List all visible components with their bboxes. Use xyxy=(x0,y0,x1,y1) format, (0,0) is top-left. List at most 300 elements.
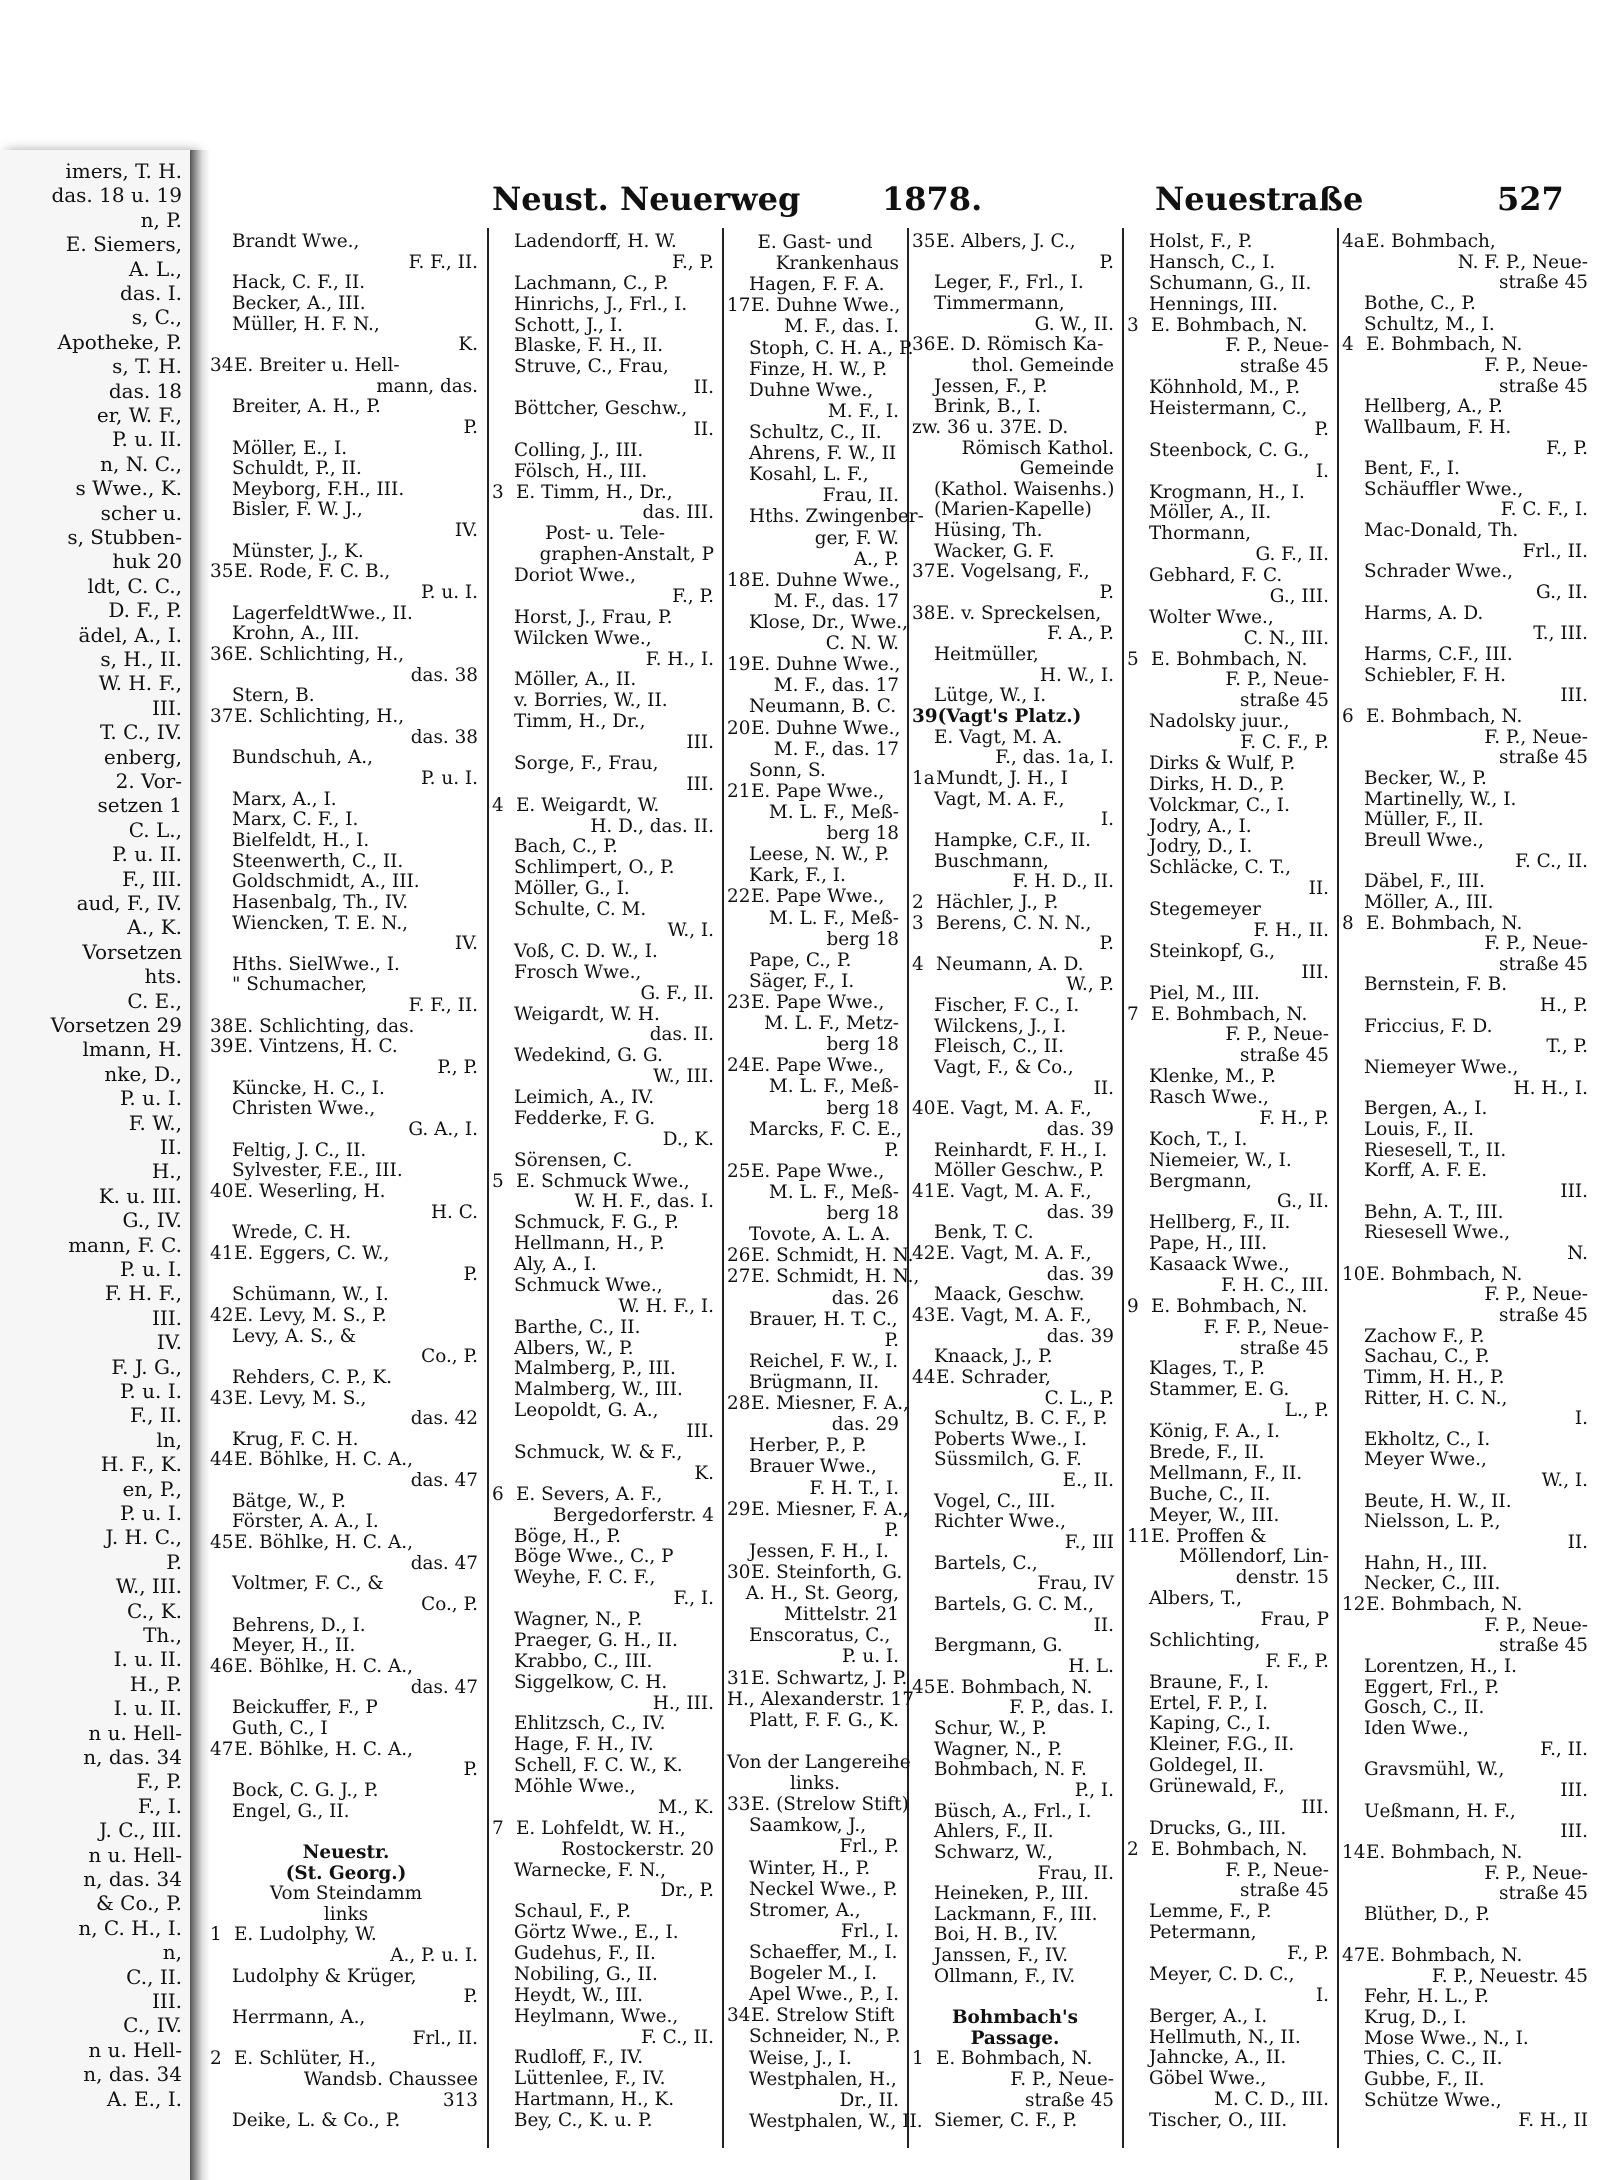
directory-entry-line xyxy=(492,441,718,462)
entry-text: Böge Wwe., C., P xyxy=(514,1546,674,1568)
directory-entry-line xyxy=(492,357,718,378)
entry-text: F., P. xyxy=(672,251,714,273)
directory-entry-line xyxy=(1127,1276,1333,1297)
header-left-street: Neust. Neuerweg xyxy=(492,180,801,218)
entry-text: Wilckens, J., I. xyxy=(934,1015,1067,1037)
directory-entry-line xyxy=(492,1547,718,1568)
house-number: zw. 36 u. 37 xyxy=(912,416,1024,438)
previous-page-line: C. E., xyxy=(127,988,182,1013)
house-number: 8 xyxy=(1342,912,1354,934)
directory-entry-line xyxy=(492,1234,718,1255)
entry-text: straße 45 xyxy=(1240,356,1329,378)
entry-text: Breiter, A. H., P. xyxy=(232,396,381,418)
entry-text: Neumann, A. D. xyxy=(936,953,1084,975)
directory-entry-line xyxy=(210,1347,482,1368)
entry-text: G. F., II. xyxy=(640,982,714,1004)
entry-text: E. Schlichting, das. xyxy=(234,1015,415,1037)
entry-text: II. xyxy=(1308,878,1329,900)
entry-text: Von der Langereihe xyxy=(727,1752,911,1773)
previous-page-edge xyxy=(0,150,193,2180)
directory-entry-line xyxy=(1127,1902,1333,1923)
directory-entry-line xyxy=(492,1318,718,1339)
entry-text: E. Weigardt, W. xyxy=(516,794,660,816)
entry-text: Friccius, F. D. xyxy=(1364,1015,1493,1037)
directory-entry-line xyxy=(492,1652,718,1673)
directory-entry-line xyxy=(210,1616,482,1637)
entry-text: Nielsson, L. P., xyxy=(1364,1511,1501,1533)
entry-text: Maack, Geschw. xyxy=(934,1284,1085,1306)
entry-text: Kasaack Wwe., xyxy=(1149,1254,1290,1276)
directory-entry-line xyxy=(727,823,903,844)
entry-text: Hagen, F. F. A. xyxy=(749,274,885,296)
directory-entry-line xyxy=(1342,707,1592,728)
directory-entry-line xyxy=(912,2008,1118,2029)
previous-page-line: das. 18 xyxy=(108,378,182,403)
entry-text: E. Gast- und xyxy=(757,232,873,253)
directory-entry-line xyxy=(210,356,482,377)
directory-entry-line xyxy=(912,2070,1118,2091)
entry-text: E. Bohmbach, N. xyxy=(1366,1263,1523,1285)
entry-text: Görtz Wwe., E., I. xyxy=(514,1922,679,1944)
directory-entry-line xyxy=(727,464,903,485)
directory-entry-line xyxy=(1127,1673,1333,1694)
previous-page-line: III. xyxy=(151,1989,182,2013)
directory-entry-line xyxy=(1342,2091,1592,2112)
directory-entry-line xyxy=(727,929,903,950)
directory-entry-line xyxy=(1127,900,1333,921)
directory-entry-line xyxy=(912,2091,1118,2112)
entry-text: Stern, B. xyxy=(232,685,315,707)
directory-entry-line xyxy=(727,2026,903,2047)
house-number: 25 xyxy=(727,1160,751,1182)
house-number: 7 xyxy=(1127,1003,1139,1025)
directory-entry-line xyxy=(1127,503,1333,524)
directory-entry-line xyxy=(210,1698,482,1719)
directory-entry-line xyxy=(912,480,1118,501)
entry-text: Krug, F. C. H. xyxy=(232,1428,359,1450)
entry-text: das. 29 xyxy=(831,1414,899,1436)
header-year: 1878. xyxy=(882,180,983,218)
directory-entry-line xyxy=(912,1512,1118,1533)
entry-text: Goldschmidt, A., III. xyxy=(232,871,420,893)
directory-entry-line xyxy=(210,893,482,914)
directory-entry-line xyxy=(727,253,903,274)
previous-page-line: n u. Hell- xyxy=(88,1720,182,1745)
entry-text: III. xyxy=(1301,1796,1329,1818)
directory-entry-line xyxy=(1127,2111,1333,2132)
entry-text: Stoph, C. H. A., P. xyxy=(749,337,914,359)
directory-entry-line xyxy=(727,1456,903,1477)
entry-text: Schütze Wwe., xyxy=(1364,2089,1502,2111)
previous-page-line: mann, F. C. xyxy=(68,1232,182,1257)
directory-entry-line xyxy=(727,1836,903,1857)
directory-entry-line xyxy=(727,1541,903,1562)
entry-text: II. xyxy=(1567,1532,1588,1554)
entry-text: Necker, C., III. xyxy=(1364,1573,1501,1595)
directory-entry-line xyxy=(492,1923,718,1944)
entry-text: F. P., Neue- xyxy=(1484,726,1588,748)
directory-entry-line xyxy=(210,1223,482,1244)
entry-text: F. H., II. xyxy=(1253,920,1329,941)
entry-text: Möller, G., I. xyxy=(514,878,630,900)
directory-entry-line xyxy=(1342,1492,1592,1513)
house-number: 44 xyxy=(210,1449,234,1471)
directory-entry-line xyxy=(912,1223,1118,1244)
house-number: 31 xyxy=(727,1667,751,1689)
entry-text: Frau, IV xyxy=(1037,1573,1114,1595)
directory-entry-line xyxy=(492,587,718,608)
entry-text: F. C., II. xyxy=(641,2026,714,2048)
directory-entry-line xyxy=(210,1471,482,1492)
previous-page-line: E. Siemers, xyxy=(65,232,182,257)
entry-text: Marx, C. F., I. xyxy=(232,809,359,831)
directory-entry-line xyxy=(210,1574,482,1595)
house-number: 47 xyxy=(1342,1945,1366,1967)
entry-text: links xyxy=(323,1903,369,1925)
entry-text: A., P. u. I. xyxy=(390,1945,478,1967)
house-number: 3 xyxy=(492,481,504,503)
directory-entry-line xyxy=(492,1380,718,1401)
entry-text: Ehlitzsch, C., IV. xyxy=(514,1713,666,1735)
directory-entry-line xyxy=(492,879,718,900)
previous-page-line: das. 18 u. 19 xyxy=(51,183,182,208)
entry-text: M. L. F., Metz- xyxy=(764,1013,899,1035)
directory-entry-line xyxy=(727,549,903,570)
entry-text: Voltmer, F. C., & xyxy=(232,1573,384,1595)
previous-page-line: I. u. II. xyxy=(113,1696,182,1721)
directory-entry-line xyxy=(1342,1781,1592,1802)
directory-entry-line xyxy=(210,1161,482,1182)
directory-entry-line xyxy=(210,418,482,439)
entry-text: Siemer, C. F., P. xyxy=(934,2110,1078,2132)
directory-entry-line xyxy=(492,1422,718,1443)
directory-entry-line xyxy=(492,1589,718,1610)
directory-entry-line xyxy=(492,2111,718,2132)
directory-entry-line xyxy=(912,2029,1118,2050)
house-number: 3 xyxy=(1127,314,1139,336)
directory-entry-line xyxy=(492,1902,718,1923)
entry-text: E. Timm, H., Dr., xyxy=(516,481,673,503)
entry-text: Buschmann, xyxy=(934,850,1049,872)
directory-entry-line xyxy=(1342,831,1592,852)
directory-entry-line xyxy=(912,583,1118,604)
directory-entry-line xyxy=(492,253,718,274)
directory-entry-line xyxy=(727,1055,903,1076)
entry-text: Fleisch, C., II. xyxy=(934,1036,1065,1058)
entry-text: Marcks, F. C. E., xyxy=(749,1118,902,1140)
entry-text: Warnecke, F. N., xyxy=(514,1859,666,1881)
directory-entry-line xyxy=(210,1678,482,1699)
entry-text: Möller Geschw., P. xyxy=(934,1160,1104,1182)
directory-entry-line xyxy=(1127,1172,1333,1193)
directory-entry-line xyxy=(1342,1347,1592,1368)
directory-entry-line xyxy=(1127,1798,1333,1819)
entry-text: Hennings, III. xyxy=(1149,293,1278,315)
entry-text: Herber, P., P. xyxy=(749,1435,867,1457)
entry-text: Marx, A., I. xyxy=(232,788,337,810)
directory-entry-line xyxy=(492,316,718,337)
entry-text: Vom Steindamm xyxy=(269,1883,423,1905)
directory-entry-line xyxy=(1127,483,1333,504)
directory-entry-line xyxy=(912,377,1118,398)
house-number: 27 xyxy=(727,1266,751,1288)
entry-text: Hansch, C., I. xyxy=(1149,251,1276,273)
entry-text: Wedekind, G. G. xyxy=(514,1045,663,1067)
column-rule xyxy=(722,228,724,2148)
directory-entry-line xyxy=(1127,963,1333,984)
previous-page-line: nke, D., xyxy=(104,1061,182,1086)
entry-text: Lackmann, F., III. xyxy=(934,1903,1098,1925)
directory-entry-line xyxy=(210,728,482,749)
previous-page-line: n, N. C., xyxy=(100,451,182,476)
directory-entry-line xyxy=(912,1492,1118,1513)
house-number: 21 xyxy=(727,780,751,802)
directory-entry-line xyxy=(210,232,482,253)
entry-text: Frl., P. xyxy=(839,1836,899,1858)
entry-text: F. H., I. xyxy=(645,648,714,670)
entry-text: mann, das. xyxy=(376,375,478,397)
entry-text: Bergedorferstr. 4 xyxy=(553,1504,714,1526)
entry-text: G. W., II. xyxy=(1034,313,1114,335)
directory-entry-line xyxy=(1127,2069,1333,2090)
entry-text: Dirks & Wulf, P. xyxy=(1149,752,1296,774)
entry-text: E. Levy, M. S., xyxy=(234,1387,367,1409)
directory-entry-line xyxy=(912,2049,1118,2070)
entry-text: A. H., St. Georg, xyxy=(745,1583,899,1605)
entry-text: Schuldt, P., II. xyxy=(232,458,362,480)
previous-page-line: en, P., xyxy=(122,1476,182,1501)
entry-text: P. xyxy=(884,1519,899,1541)
entry-text: Schlichting, xyxy=(1149,1629,1261,1651)
directory-entry-line xyxy=(727,1794,909,1816)
directory-entry-line xyxy=(1342,872,1592,893)
directory-entry-line xyxy=(912,934,1118,955)
entry-text: E. Proffen & xyxy=(1151,1525,1267,1547)
entry-text: Hage, F. H., IV. xyxy=(514,1734,654,1756)
entry-text: Heylmann, Wwe., xyxy=(514,2005,679,2027)
entry-text: Poberts Wwe., I. xyxy=(934,1428,1087,1450)
entry-text: Wilcken Wwe., xyxy=(514,627,652,649)
entry-text: Brügmann, II. xyxy=(749,1372,880,1393)
house-number: 4 xyxy=(912,953,924,975)
directory-entry-line xyxy=(1127,1735,1333,1756)
entry-text: Schneider, N., P. xyxy=(749,2026,901,2048)
entry-text: Behn, A. T., III. xyxy=(1364,1201,1504,1223)
directory-entry-line xyxy=(1342,1409,1592,1430)
house-number: 4 xyxy=(1342,334,1354,356)
entry-text: M. F., das. 17 xyxy=(773,675,899,697)
directory-entry-line xyxy=(1127,921,1333,942)
previous-page-line: III. xyxy=(151,695,182,720)
previous-page-line: I. u. II. xyxy=(113,1647,182,1672)
house-number: 1a xyxy=(912,767,935,789)
entry-text: W., III. xyxy=(653,1066,714,1088)
entry-text: M. C. D., III. xyxy=(1214,2089,1329,2111)
directory-entry-line xyxy=(1127,1631,1333,1652)
directory-entry-line xyxy=(1127,1610,1333,1631)
directory-entry-line xyxy=(727,485,903,506)
previous-page-line: 2. Vor- xyxy=(115,769,182,793)
directory-entry-line xyxy=(1342,1389,1592,1410)
entry-text: M. L. F., Meß- xyxy=(768,907,899,929)
house-number: 4 xyxy=(492,794,504,816)
directory-entry-line xyxy=(492,1610,718,1631)
entry-text: Krug, D., I. xyxy=(1364,2007,1467,2029)
directory-entry-line xyxy=(912,975,1118,996)
directory-entry-line xyxy=(727,1604,903,1625)
directory-entry-line xyxy=(1342,1533,1592,1554)
entry-text: Kaping, C., I. xyxy=(1149,1713,1271,1735)
entry-text: E. Duhne Wwe., xyxy=(751,717,901,739)
directory-entry-line xyxy=(1127,1527,1333,1548)
entry-text: Ahrens, F. W., II xyxy=(749,443,897,465)
entry-text: Stegemeyer xyxy=(1149,899,1261,921)
directory-entry-line xyxy=(492,1714,718,1735)
directory-entry-line xyxy=(1127,608,1333,629)
directory-entry-line xyxy=(492,2090,718,2111)
entry-text: Hellberg, A., P. xyxy=(1364,396,1503,418)
directory-entry-line xyxy=(727,1625,903,1646)
directory-entry-line xyxy=(727,1815,903,1836)
directory-entry-line xyxy=(210,1120,482,1141)
directory-entry-line xyxy=(210,2049,482,2070)
entry-text: straße 45 xyxy=(1499,953,1588,975)
directory-entry-line xyxy=(492,1151,718,1172)
entry-text: straße 45 xyxy=(1499,1304,1588,1326)
entry-text: Hellmuth, N., II. xyxy=(1149,2026,1301,2048)
entry-text: Brauer, H. T. C., xyxy=(749,1308,898,1330)
directory-entry-line xyxy=(1342,1306,1592,1327)
directory-entry-line xyxy=(1342,624,1592,645)
directory-entry-line xyxy=(727,1435,903,1456)
directory-entry-line xyxy=(912,335,1118,356)
directory-entry-line xyxy=(1127,691,1333,712)
directory-entry-line xyxy=(1127,1589,1333,1610)
entry-text: F. P., Neue- xyxy=(1484,933,1588,955)
entry-text: Engel, G., II. xyxy=(232,1800,350,1822)
directory-entry-line xyxy=(1127,1464,1333,1485)
directory-entry-line xyxy=(912,1678,1118,1699)
entry-text: I. xyxy=(1100,809,1114,831)
entry-text: Ahlers, F., II. xyxy=(934,1821,1054,1843)
entry-text: Weise, J., I. xyxy=(749,2047,852,2069)
entry-text: P. xyxy=(884,1329,899,1351)
directory-entry-line xyxy=(210,1037,482,1058)
house-number: 38 xyxy=(912,602,936,624)
entry-text: N. F. P., Neue- xyxy=(1457,251,1588,273)
directory-entry-line xyxy=(492,817,718,838)
entry-text: Finze, H. W., P. xyxy=(749,358,888,380)
directory-entry-line xyxy=(912,1698,1118,1719)
entry-text: E. Vagt, M. A. F., xyxy=(936,1242,1092,1264)
directory-entry-line xyxy=(492,1819,718,1840)
entry-text: Leese, N. W., P. xyxy=(749,844,890,866)
previous-page-line: n, das. 34 xyxy=(83,1745,182,1769)
directory-entry-line xyxy=(727,401,903,422)
directory-entry-line xyxy=(727,760,903,781)
house-number: 17 xyxy=(727,295,751,317)
entry-text: straße 45 xyxy=(1240,690,1329,712)
entry-text: Bartels, C., xyxy=(934,1552,1038,1574)
entry-text: Frau, II. xyxy=(822,485,899,507)
entry-text: C. N. W. xyxy=(825,633,899,655)
directory-entry-line xyxy=(1342,521,1592,542)
entry-text: E. Vagt, M. A. F., xyxy=(936,1181,1092,1202)
entry-text: E. Weserling, H. xyxy=(234,1181,386,1202)
directory-entry-line xyxy=(727,2048,903,2069)
entry-text: E. Bohmbach, N. xyxy=(1366,334,1523,356)
directory-entry-line xyxy=(1127,1568,1333,1589)
directory-entry-line xyxy=(210,934,482,955)
directory-entry-line xyxy=(1127,733,1333,754)
entry-text: das. 39 xyxy=(1046,1119,1114,1141)
entry-text: links. xyxy=(789,1773,841,1795)
directory-entry-line xyxy=(1342,666,1592,687)
directory-entry-line xyxy=(912,1802,1118,1823)
previous-page-line: F., I. xyxy=(137,1793,182,1818)
entry-text: Struve, C., Frau, xyxy=(514,356,669,378)
directory-entry-line xyxy=(1127,316,1333,337)
entry-text: Bundschuh, A., xyxy=(232,747,373,769)
house-number: 36 xyxy=(210,644,234,666)
directory-entry-line xyxy=(1127,1965,1333,1986)
directory-entry-line xyxy=(210,790,482,811)
directory-entry-line xyxy=(727,1667,908,1689)
directory-entry-line xyxy=(210,1719,482,1740)
directory-entry-line xyxy=(1127,1109,1333,1130)
entry-text: Möllendorf, Lin- xyxy=(1178,1546,1329,1568)
directory-entry-line xyxy=(912,1120,1118,1141)
entry-text: Möller, E., I. xyxy=(232,437,348,459)
entry-text: Harms, A. D. xyxy=(1364,602,1484,624)
directory-entry-line xyxy=(492,1840,718,1861)
entry-text: Schmuck, F. G., P. xyxy=(514,1212,679,1234)
directory-entry-line xyxy=(912,1925,1118,1946)
entry-text: Sonn, S. xyxy=(749,759,826,781)
directory-entry-line xyxy=(727,1372,903,1393)
entry-text: E. Bohmbach, xyxy=(1366,231,1496,252)
directory-entry-line xyxy=(492,524,718,545)
entry-text: Siggelkow, C. H. xyxy=(514,1671,668,1693)
entry-text: Benk, T. C. xyxy=(934,1222,1034,1244)
entry-text: Meyer, W., III. xyxy=(1149,1504,1280,1526)
entry-text: F. H. C., III. xyxy=(1221,1274,1329,1296)
directory-entry-line xyxy=(727,1879,903,1900)
directory-entry-line xyxy=(492,1192,718,1213)
previous-page-line: aud, F., IV. xyxy=(76,891,182,915)
entry-text: Blüther, D., P. xyxy=(1364,1903,1490,1925)
entry-text: Jodry, A., I. xyxy=(1149,815,1252,837)
directory-entry-line xyxy=(727,359,903,380)
entry-text: E. Pape Wwe., xyxy=(751,886,885,908)
directory-entry-line xyxy=(727,908,903,929)
entry-text: Jodry, D., I. xyxy=(1149,836,1253,858)
entry-text: Hinrichs, J., Frl., I. xyxy=(514,293,688,315)
entry-text: F. C., II. xyxy=(1515,850,1588,872)
entry-text: Beickuffer, F., P xyxy=(232,1697,378,1719)
directory-entry-line xyxy=(1127,1819,1333,1840)
directory-entry-line xyxy=(1342,2070,1592,2091)
entry-text: E. Pape Wwe., xyxy=(751,780,885,802)
directory-entry-line xyxy=(492,274,718,295)
entry-text: Neumann, B. C. xyxy=(749,696,897,718)
entry-text: E. Lohfeldt, W. H., xyxy=(516,1817,686,1839)
previous-page-line: Apotheke, P. xyxy=(57,329,182,354)
house-number: 1 xyxy=(210,1924,222,1946)
directory-entry-line xyxy=(1342,790,1592,811)
house-number: 38 xyxy=(210,1015,234,1037)
house-number: 2 xyxy=(1127,1838,1139,1860)
